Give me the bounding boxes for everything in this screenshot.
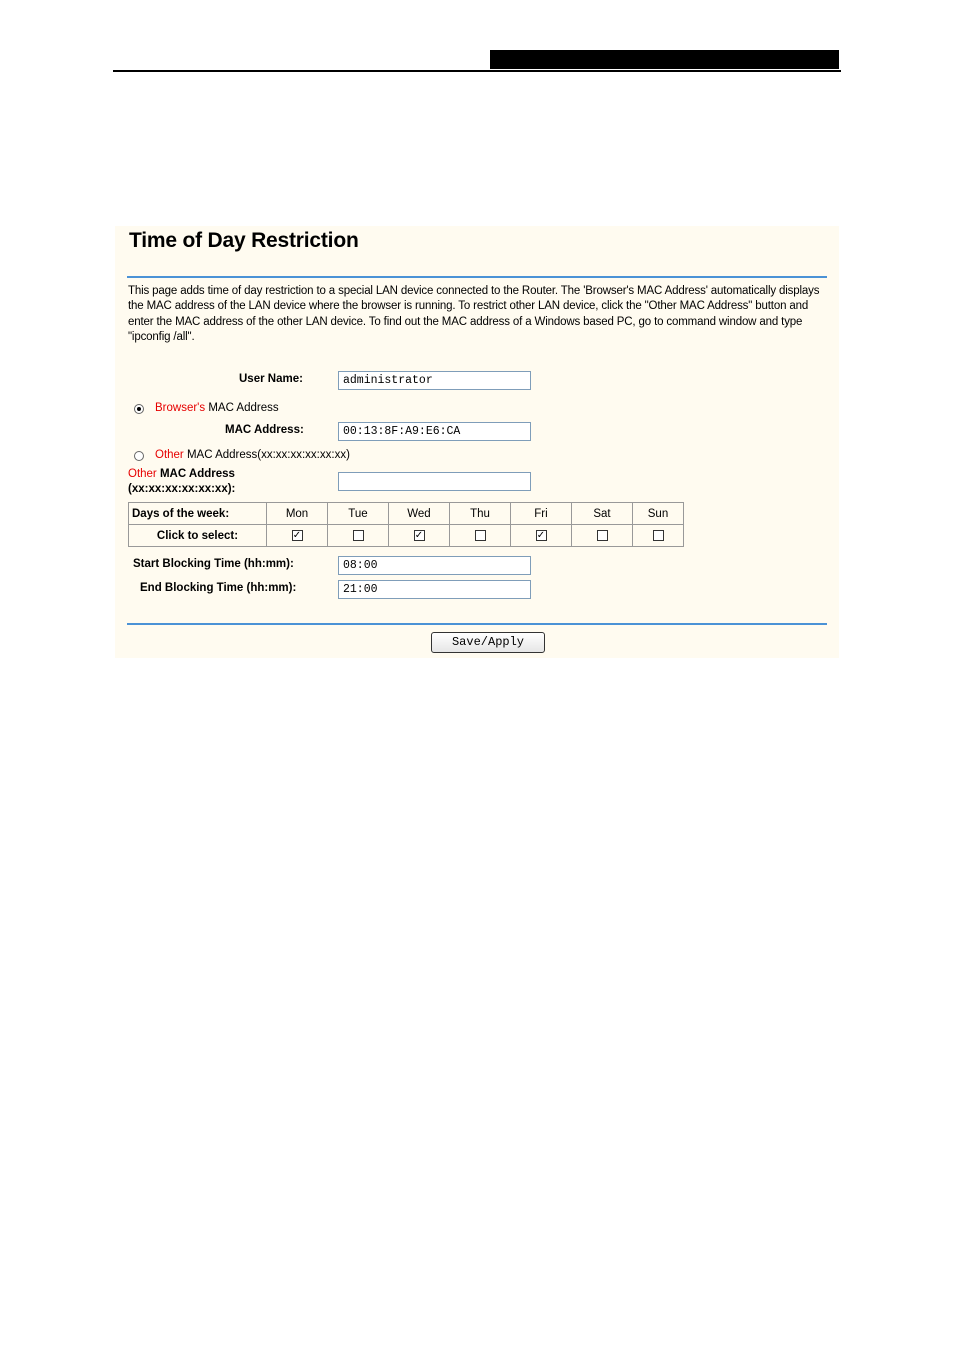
day-cell-wed	[389, 525, 450, 547]
day-label-sun: Sun	[633, 503, 684, 525]
day-label-sat: Sat	[572, 503, 633, 525]
day-label-thu: Thu	[450, 503, 511, 525]
other-mac-radio-label-text: MAC Address(xx:xx:xx:xx:xx:xx)	[183, 449, 350, 461]
day-label-fri: Fri	[511, 503, 572, 525]
day-label-wed: Wed	[389, 503, 450, 525]
browser-mac-radio[interactable]	[134, 404, 144, 414]
end-blocking-time-label: End Blocking Time (hh:mm):	[140, 582, 297, 594]
browser-mac-radio-label-text: MAC Address	[205, 402, 279, 414]
days-of-week-table	[128, 502, 684, 547]
other-mac-radio-label	[155, 449, 350, 461]
end-blocking-time-field[interactable]: 21:00	[338, 580, 531, 599]
day-cell-thu	[450, 525, 511, 547]
day-label-mon: Mon	[267, 503, 328, 525]
days-select-row	[129, 525, 684, 547]
other-mac-radio[interactable]	[134, 451, 144, 461]
day-cell-sun	[633, 525, 684, 547]
day-label-tue: Tue	[328, 503, 389, 525]
day-checkbox-wed[interactable]: ✓	[414, 529, 424, 541]
other-mac-address-label-text: MAC Address	[156, 468, 235, 480]
footer-divider	[127, 623, 827, 625]
other-mac-radio-label-highlight: Other	[155, 449, 184, 461]
other-mac-address-label	[128, 467, 235, 497]
click-to-select-label: Click to select:	[129, 525, 267, 547]
mac-address-field[interactable]: 00:13:8F:A9:E6:CA	[338, 422, 531, 441]
day-cell-mon	[267, 525, 328, 547]
title-divider	[127, 276, 827, 278]
document-header-bar	[490, 50, 839, 69]
save-apply-button[interactable]: Save/Apply	[431, 632, 545, 653]
browser-mac-radio-label	[155, 402, 279, 414]
user-name-label: User Name:	[239, 373, 303, 385]
day-checkbox-tue[interactable]	[353, 530, 364, 541]
days-of-week-label: Days of the week:	[129, 503, 267, 525]
day-checkbox-thu[interactable]	[475, 530, 486, 541]
document-header-rule	[113, 70, 841, 72]
browser-mac-radio-label-highlight: Browser's	[155, 402, 206, 414]
start-blocking-time-field[interactable]: 08:00	[338, 556, 531, 575]
time-of-day-restriction-panel	[115, 226, 839, 658]
day-cell-tue	[328, 525, 389, 547]
day-checkbox-fri[interactable]: ✓	[536, 529, 546, 541]
start-blocking-time-label: Start Blocking Time (hh:mm):	[133, 558, 294, 570]
day-cell-fri	[511, 525, 572, 547]
day-checkbox-mon[interactable]: ✓	[292, 529, 302, 541]
page-description: This page adds time of day restriction to a special LAN device connected to the Router. The 'Browser's MAC Address' automatically displays the MAC address of the LAN device where the browser is running. To restrict other LAN device, click the "Other MAC Address" button and enter the MAC address of the other LAN device. To find out the MAC address of a Windows based PC, go to command window and type "ipconfig /all".	[128, 285, 820, 344]
other-mac-address-field[interactable]	[338, 472, 531, 491]
day-checkbox-sun[interactable]	[653, 530, 664, 541]
page-title: Time of Day Restriction	[129, 229, 359, 252]
other-mac-address-label-highlight: Other	[128, 468, 157, 480]
mac-address-label: MAC Address:	[225, 424, 304, 436]
day-checkbox-sat[interactable]	[597, 530, 608, 541]
other-mac-address-format: (xx:xx:xx:xx:xx:xx):	[128, 483, 236, 495]
day-cell-sat	[572, 525, 633, 547]
days-header-row	[129, 503, 684, 525]
user-name-field[interactable]: administrator	[338, 371, 531, 390]
